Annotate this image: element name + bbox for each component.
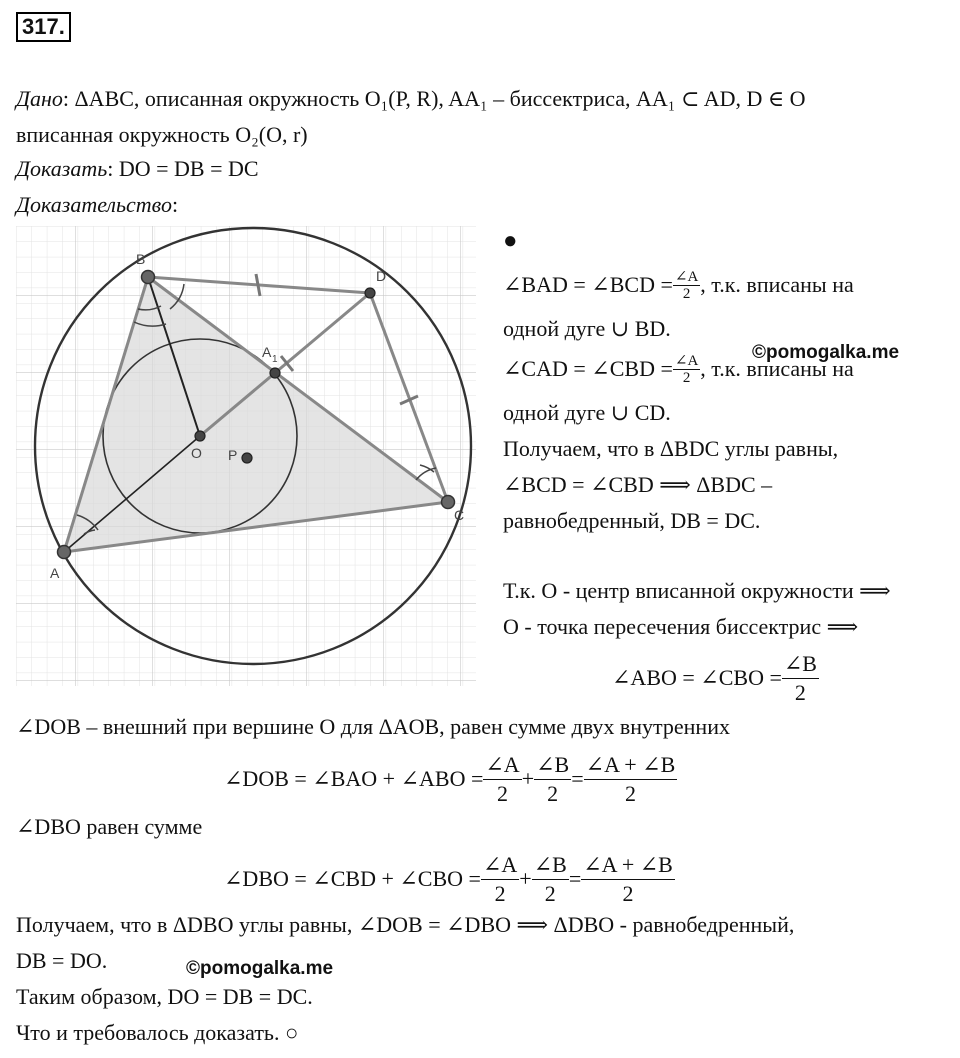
body-line-result: Таким образом, DO = DB = DC. [16, 984, 313, 1009]
point-c [442, 496, 455, 509]
equals-sign: = [568, 866, 582, 891]
label-d: D [376, 268, 387, 284]
body-line-db-do: DB = DO. [16, 948, 108, 973]
eq-dob-text: ∠DOB = ∠BAO + ∠ABO = [224, 766, 484, 791]
label-c: C [454, 507, 465, 523]
label-a1-sub: 1 [272, 354, 278, 365]
given-line-2: вписанная окружность O₂(O, r) [16, 122, 308, 147]
text-inscribed: , т.к. вписаны на [700, 272, 854, 297]
right-line-3 [503, 346, 854, 392]
plus-sign: + [519, 866, 532, 891]
label-b: B [136, 251, 146, 267]
fraction-sum-over-2: $\frac{\angle A + \angle B}{2}$ [583, 851, 673, 906]
fraction-sum-over-2: $\frac{\angle A + \angle B}{2}$ [585, 751, 676, 806]
label-a: A [50, 565, 60, 581]
bullet: ● [503, 228, 518, 254]
prove-label: Доказать [16, 156, 108, 181]
right-line-5: Получаем, что в ΔBDC углы равны, [503, 436, 839, 461]
label-o: O [191, 445, 202, 461]
given-text: : ΔABC, описанная окружность O₁(P, R), AA₁ – биссектриса, AA₁ ⊂ AD, D ∈ O [62, 86, 806, 111]
fraction-b-over-2: $\frac{\angle B}{2}$ [536, 751, 570, 806]
body-line-dbo: ∠DBO равен сумме [16, 814, 203, 839]
point-a1 [270, 368, 280, 378]
prove-line [16, 156, 259, 182]
eq-dbo-text: ∠DBO = ∠CBD + ∠CBO = [224, 866, 481, 891]
geometry-figure [16, 226, 476, 686]
proof-label: Доказательство [16, 192, 172, 217]
eq-bad-bcd: ∠BAD = ∠BCD = [503, 272, 673, 297]
fraction-a-over-2: $\frac{\angle A}{2}$ [485, 751, 520, 806]
eq-abo-cbo [612, 648, 819, 708]
body-line-conclusion: Получаем, что в ΔDBO углы равны, ∠DOB = ∠DBO ⟹ ΔDBO - равнобедренный, [16, 912, 795, 937]
proof-heading [16, 192, 178, 218]
point-p [242, 453, 252, 463]
fraction-a-over-2: $\frac{\angle A}{2}$ [674, 352, 699, 386]
label-a1: A [262, 344, 272, 360]
fraction-b-over-2: $\frac{\angle B}{2}$ [783, 650, 817, 705]
problem-number: 317. [16, 12, 71, 42]
eq-dob [224, 748, 677, 810]
right-line-7: равнобедренный, DB = DC. [503, 508, 761, 533]
text-inscribed: , т.к. вписаны на [700, 356, 854, 381]
body-line-dob: ∠DOB – внешний при вершине O для ΔAOB, равен сумме двух внутренних [16, 714, 730, 739]
right-line-4: одной дуге ∪ CD. [503, 400, 671, 425]
point-b [142, 271, 155, 284]
equals-sign: = [571, 766, 584, 791]
label-p: P [228, 447, 238, 463]
proof-label-suffix: : [171, 192, 179, 217]
fraction-a-over-2: $\frac{\angle A}{2}$ [482, 851, 518, 906]
eq-dbo [224, 848, 675, 910]
prove-text: : DO = DB = DC [107, 156, 259, 181]
right-line-2: одной дуге ∪ BD. [503, 316, 671, 341]
point-d [365, 288, 375, 298]
given-label: Дано [16, 86, 63, 111]
watermark-2: ©pomogalka.me [186, 958, 334, 979]
given-line-1 [16, 86, 806, 112]
watermark-1: ©pomogalka.me [752, 342, 900, 363]
plus-sign: + [521, 766, 535, 791]
point-o [195, 431, 205, 441]
fraction-b-over-2: $\frac{\angle B}{2}$ [533, 851, 567, 906]
right-line-8: Т.к. O - центр вписанной окружности ⟹ [503, 578, 891, 603]
right-line-9: O - точка пересечения биссектрис ⟹ [503, 614, 859, 639]
eq-abo-cbo-text: ∠ABO = ∠CBO = [612, 665, 782, 690]
body-line-qed: Что и требовалось доказать. ○ [16, 1020, 299, 1045]
right-line-1 [503, 262, 854, 308]
point-a [58, 546, 71, 559]
eq-cad-cbd: ∠CAD = ∠CBD = [503, 356, 673, 381]
right-line-6: ∠BCD = ∠CBD ⟹ ΔBDC – [503, 472, 773, 497]
fraction-a-over-2: $\frac{\angle A}{2}$ [674, 268, 699, 302]
